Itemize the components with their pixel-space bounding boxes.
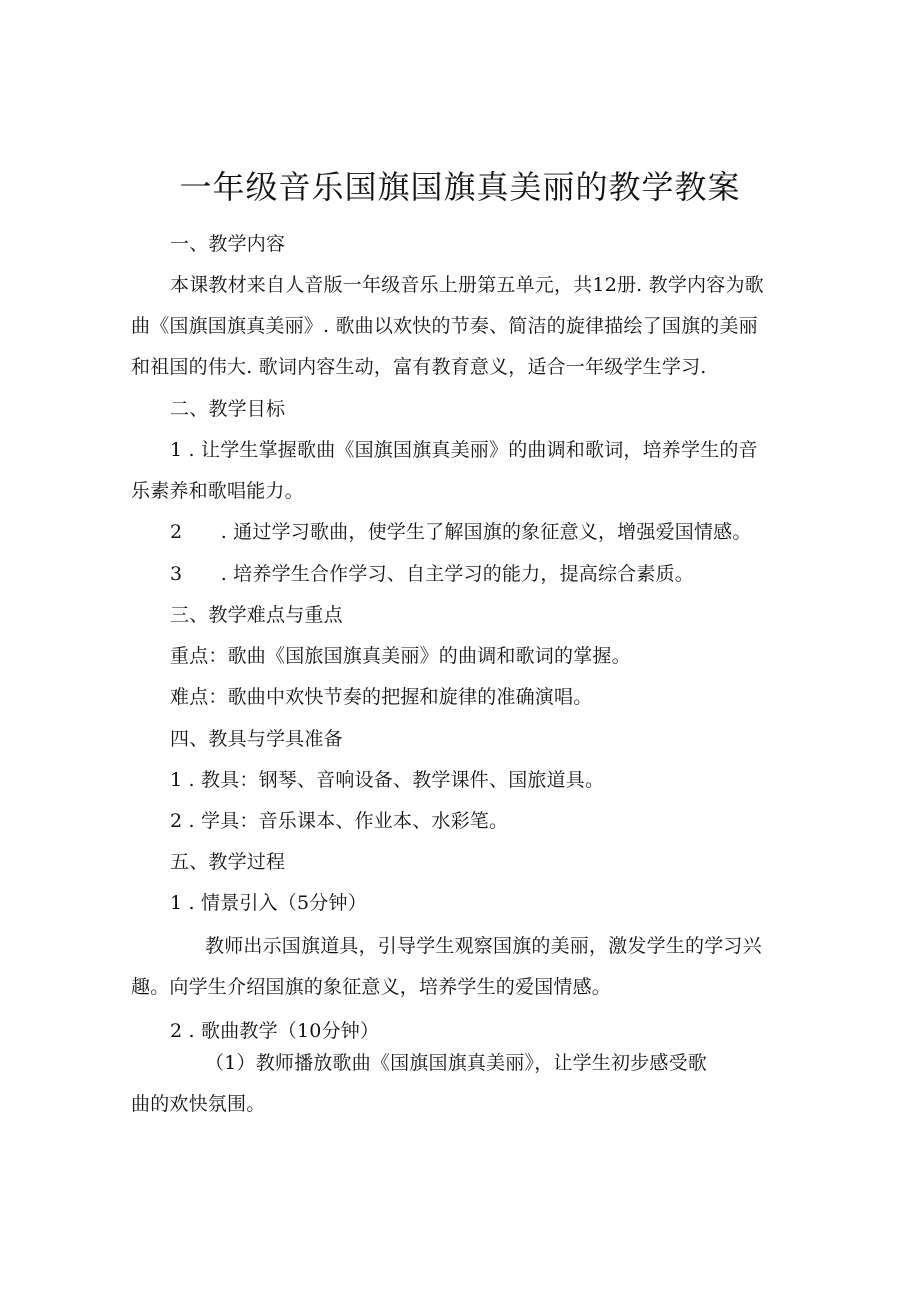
goal-item-1-continued: 乐素养和歌唱能力。 [131,480,304,502]
difficulty-line: 难点：歌曲中欢快节奏的把握和旋律的准确演唱。 [170,686,593,708]
paragraph-line: 曲的欢快氛围。 [131,1093,266,1115]
tools-item-2: 2 . 学具：音乐课本、作业本、水彩笔。 [170,810,509,832]
process-step-1-heading: 1 . 情景引入（5分钟） [170,892,367,914]
section-heading-process: 五、教学过程 [170,851,286,873]
page-title: 一年级音乐国旗国旗真美丽的教学教案 [179,168,741,206]
section-heading-goals: 二、教学目标 [170,398,286,420]
paragraph-line: 和祖国的伟大. 歌词内容生动，富有教育意义，适合一年级学生学习. [131,356,707,378]
goal-item-1: 1 . 让学生掌握歌曲《国旗国旗真美丽》的曲调和歌词，培养学生的音 [170,439,758,461]
paragraph-line: 教师出示国旗道具，引导学生观察国旗的美丽，激发学生的学习兴 [205,935,762,957]
paragraph-line: 本课教材来自人音版一年级音乐上册第五单元，共12册. 教学内容为歌 [170,274,764,296]
paragraph-line: 趣。向学生介绍国旗的象征意义，培养学生的爱国情感。 [131,976,612,998]
paragraph-line: 曲《国旗国旗真美丽》. 歌曲以欢快的节奏、简洁的旋律描绘了国旗的美丽 [131,315,758,337]
tools-item-1: 1 . 教具：钢琴、音响设备、教学课件、国旅道具。 [170,769,605,791]
key-point-line: 重点：歌曲《国旅国旗真美丽》的曲调和歌词的掌握。 [170,645,631,667]
process-step-2-heading: 2 . 歌曲教学（10分钟） [170,1020,380,1042]
goal-item-3: 3 . 培养学生合作学习、自主学习的能力，提高综合素质。 [170,563,694,585]
goal-item-2: 2 . 通过学习歌曲，使学生了解国旗的象征意义，增强爱国情感。 [170,521,752,543]
section-heading-content: 一、教学内容 [170,233,286,255]
paragraph-line: （1）教师播放歌曲《国旗国旗真美丽》，让学生初步感受歌 [205,1052,707,1074]
section-heading-tools: 四、教具与学具准备 [170,728,343,750]
section-heading-difficulties: 三、教学难点与重点 [170,604,343,626]
